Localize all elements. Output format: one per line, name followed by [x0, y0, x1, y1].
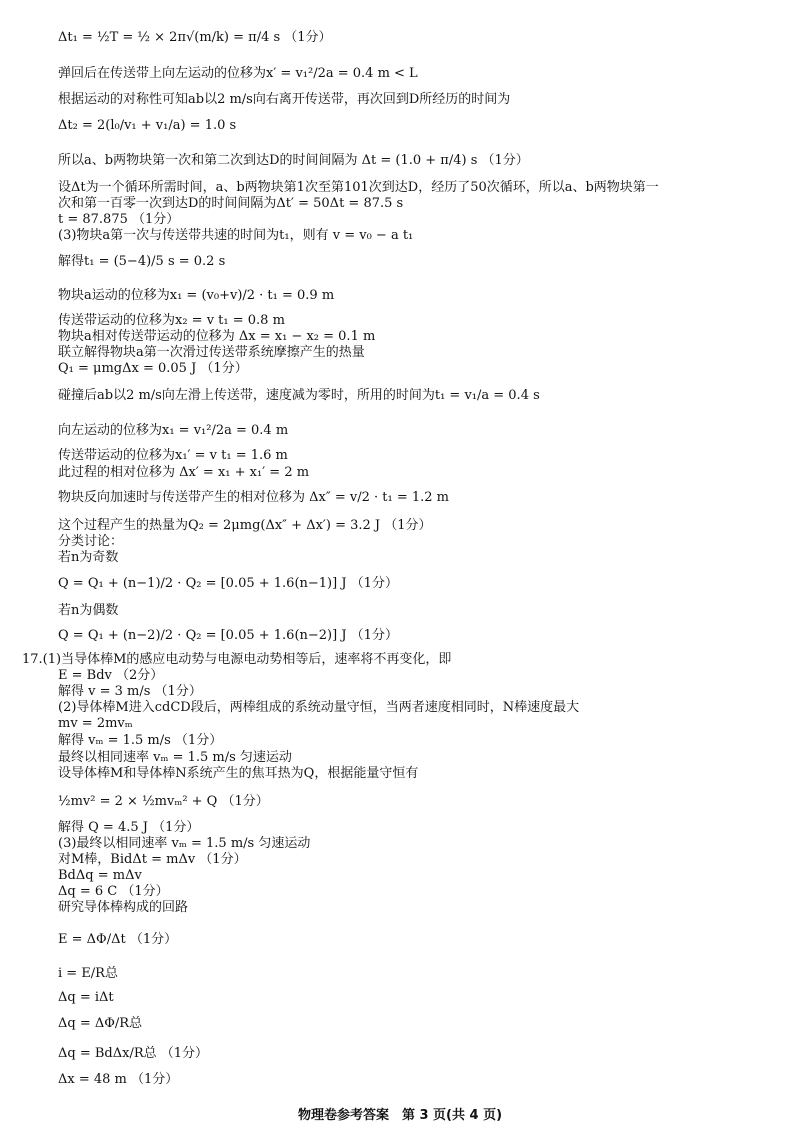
text-line: Δq = BdΔx/R总 （1分） [58, 1046, 209, 1061]
text-line: 设Δt为一个循环所需时间，a、b两物块第1次至第101次到达D，经历了50次循环，所以a、b两物块第一 [58, 180, 659, 195]
text-line: 物块a相对传送带运动的位移为 Δx = x₁ − x₂ = 0.1 m [58, 329, 376, 344]
question-17-heading: 17.(1)当导体棒M的感应电动势与电源电动势相等后，速率将不再变化，即 [22, 652, 452, 667]
text-line: Δq = iΔt [58, 990, 114, 1005]
text-line: 向左运动的位移为x₁ = v₁²/2a = 0.4 m [58, 423, 289, 438]
text-line: E = Bdv （2分） [58, 668, 164, 683]
text-line: 根据运动的对称性可知ab以2 m/s向右离开传送带，再次回到D所经历的时间为 [58, 92, 511, 107]
text-line: 物块a运动的位移为x₁ = (v₀+v)/2 · t₁ = 0.9 m [58, 288, 335, 303]
text-line: Q = Q₁ + (n−1)/2 · Q₂ = [0.05 + 1.6(n−1)] J （1分） [58, 576, 398, 591]
text-line: Q = Q₁ + (n−2)/2 · Q₂ = [0.05 + 1.6(n−2)] J （1分） [58, 628, 398, 643]
page-footer: 物理卷参考答案 第 3 页(共 4 页) [297, 1108, 503, 1123]
text-line: 若n为奇数 [58, 550, 119, 565]
text-line: Δt₂ = 2(l₀/v₁ + v₁/a) = 1.0 s [58, 118, 237, 133]
text-line: BdΔq = mΔv [58, 868, 142, 883]
text-line: 解得 v = 3 m/s （1分） [58, 684, 202, 699]
text-line: 碰撞后ab以2 m/s向左滑上传送带，速度减为零时，所用的时间为t₁ = v₁/a = 0.4 s [58, 388, 540, 403]
text-line: 此过程的相对位移为 Δx′ = x₁ + x₁′ = 2 m [58, 465, 310, 480]
text-line: 弹回后在传送带上向左运动的位移为x′ = v₁²/2a = 0.4 m < L [58, 66, 418, 81]
text-line: 研究导体棒构成的回路 [58, 900, 189, 915]
text-line: 这个过程产生的热量为Q₂ = 2μmg(Δx″ + Δx′) = 3.2 J （1分） [58, 518, 432, 533]
text-line: 联立解得物块a第一次滑过传送带系统摩擦产生的热量 [58, 345, 365, 360]
text-line: 分类讨论： [58, 534, 124, 549]
text-line: 物块反向加速时与传送带产生的相对位移为 Δx″ = v/2 · t₁ = 1.2 m [58, 490, 449, 505]
text-line: ½mv² = 2 × ½mvₘ² + Q （1分） [58, 794, 269, 809]
text-line: 传送带运动的位移为x₁′ = v t₁ = 1.6 m [58, 448, 288, 463]
text-line: Δq = 6 C （1分） [58, 884, 169, 899]
text-line: 解得 vₘ = 1.5 m/s （1分） [58, 733, 223, 748]
text-line: Δt₁ = ½T = ½ × 2π√(m/k) = π/4 s （1分） [58, 30, 332, 45]
text-line: 对M棒，BidΔt = mΔv （1分） [58, 852, 247, 867]
text-line: Q₁ = μmgΔx = 0.05 J （1分） [58, 361, 248, 376]
text-line: 解得t₁ = (5−4)/5 s = 0.2 s [58, 254, 226, 269]
text-line: 所以a、b两物块第一次和第二次到达D的时间间隔为 Δt = (1.0 + π/4) s （1分） [58, 153, 529, 168]
text-line: Δx = 48 m （1分） [58, 1072, 179, 1087]
text-line: (2)导体棒M进入cdCD段后，两棒组成的系统动量守恒，当两者速度相同时，N棒速度最大 [58, 700, 580, 715]
text-line: 最终以相同速率 vₘ = 1.5 m/s 匀速运动 [58, 750, 292, 765]
text-line: (3)物块a第一次与传送带共速的时间为t₁，则有 v = v₀ − a t₁ [58, 228, 414, 243]
text-line: 次和第一百零一次到达D的时间间隔为Δt′ = 50Δt = 87.5 s [58, 196, 404, 211]
text-line: (3)最终以相同速率 vₘ = 1.5 m/s 匀速运动 [58, 836, 311, 851]
text-line: E = ΔΦ/Δt （1分） [58, 932, 178, 947]
text-line: 若n为偶数 [58, 603, 119, 618]
text-line: t = 87.875 （1分） [58, 212, 180, 227]
text-line: 设导体棒M和导体棒N系统产生的焦耳热为Q，根据能量守恒有 [58, 766, 419, 781]
text-line: Δq = ΔΦ/R总 [58, 1016, 143, 1031]
text-line: 解得 Q = 4.5 J （1分） [58, 820, 200, 835]
text-line: 传送带运动的位移为x₂ = v t₁ = 0.8 m [58, 313, 285, 328]
text-line: mv = 2mvₘ [58, 716, 133, 731]
text-line: i = E/R总 [58, 966, 118, 981]
